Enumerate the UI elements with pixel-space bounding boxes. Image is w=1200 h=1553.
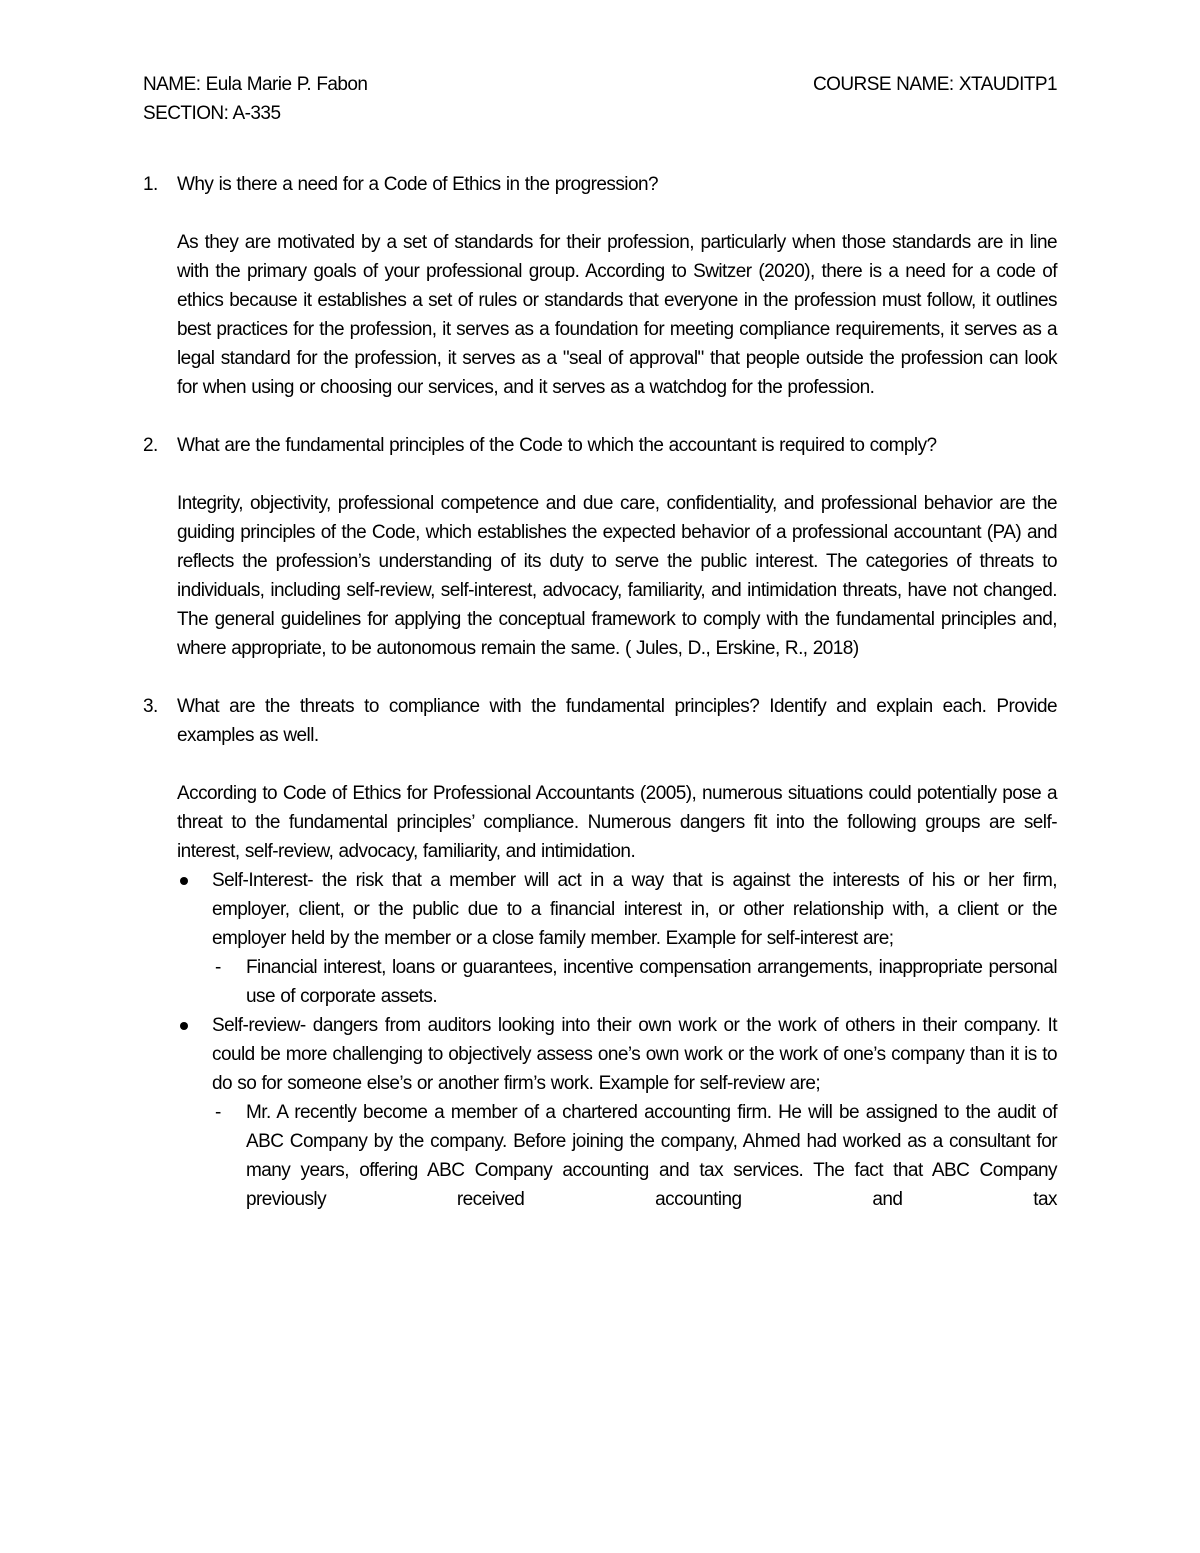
student-section: SECTION: A-335: [143, 103, 281, 124]
student-info: [143, 70, 643, 128]
bullet-icon: [180, 877, 188, 885]
question-number: 3.: [143, 696, 158, 717]
threat-description: Self-Interest- the risk that a member will act in a way that is against the interests of his or her firm, employer, client, or the public due to a financial interest in, or other relationship with, a client or the employer held by the member or a close family member. Example for self-interest are;: [212, 870, 1057, 949]
answer-3: According to Code of Ethics for Professional Accountants (2005), numerous situations could potentially pose a threat to the fundamental principles’ compliance. Numerous dangers fit into the following groups are self-interest, self-review, advocacy, familiarity, and intimidation.: [177, 783, 1057, 862]
threat-self-review: [143, 1011, 1057, 1098]
example-item: [143, 953, 1057, 1011]
question-1: [143, 170, 1057, 199]
student-name: NAME: Eula Marie P. Fabon: [143, 74, 368, 95]
document-body: [143, 170, 1057, 1214]
question-3: [143, 692, 1057, 750]
answer-2: Integrity, objectivity, professional competence and due care, confidentiality, and professional behavior are the guiding principles of the Code, which establishes the expected behavior of a professional accountant (PA) and reflects the profession’s understanding of its duty to serve the public interest. The categories of threats to individuals, including self-review, self-interest, advocacy, familiarity, and intimidation threats, have not changed. The general guidelines for applying the conceptual framework to comply with the fundamental principles and, where appropriate, to be autonomous remain the same. ( Jules, D., Erskine, R., 2018): [177, 493, 1057, 659]
threat-self-interest: [143, 866, 1057, 953]
dash-icon: -: [215, 957, 221, 978]
spacer: [143, 402, 1057, 431]
bullet-icon: [180, 1022, 188, 1030]
dash-icon: -: [215, 1102, 221, 1123]
question-number: 1.: [143, 174, 158, 195]
spacer: [143, 199, 1057, 228]
question-text: What are the fundamental principles of the Code to which the accountant is required to comply?: [177, 435, 937, 456]
question-number: 2.: [143, 435, 158, 456]
example-text: Financial interest, loans or guarantees, incentive compensation arrangements, inappropriate personal use of corporate assets.: [246, 957, 1057, 1007]
question-text: What are the threats to compliance with the fundamental principles? Identify and explain each. Provide examples as well.: [177, 696, 1057, 746]
spacer: [143, 663, 1057, 692]
example-text: Mr. A recently become a member of a chartered accounting firm. He will be assigned to the audit of ABC Company by the company. Before joining the company, Ahmed had worked as a consultant for many years, offering ABC Company accounting and tax services. The fact that ABC Company previously received accounting and tax: [246, 1102, 1057, 1210]
example-item: [143, 1098, 1057, 1214]
question-text: Why is there a need for a Code of Ethics in the progression?: [177, 174, 659, 195]
answer-1: As they are motivated by a set of standards for their profession, particularly when those standards are in line with the primary goals of your professional group. According to Switzer (2020), there is a need for a code of ethics because it establishes a set of rules or standards that everyone in the profession must follow, it outlines best practices for the profession, it serves as a foundation for meeting compliance requirements, it serves as a legal standard for the profession, it serves as a "seal of approval" that people outside the profession can look for when using or choosing our services, and it serves as a watchdog for the profession.: [177, 232, 1057, 398]
spacer: [143, 750, 1057, 779]
threat-description: Self-review- dangers from auditors looking into their own work or the work of others in their company. It could be more challenging to objectively assess one’s own work or the work of one’s company than it is to do so for someone else’s or another firm’s work. Example for self-review are;: [212, 1015, 1057, 1094]
spacer: [143, 460, 1057, 489]
question-2: [143, 431, 1057, 460]
course-name: COURSE NAME: XTAUDITP1: [812, 74, 1057, 95]
